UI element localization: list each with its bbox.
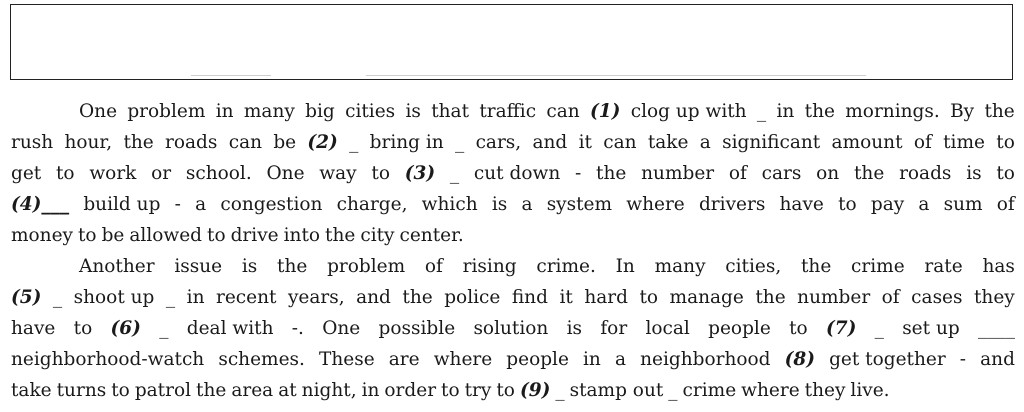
word: city	[360, 225, 395, 246]
word: people	[708, 318, 771, 339]
word: allowed	[129, 225, 203, 246]
handwritten-answer: clog up with	[630, 101, 747, 122]
word: people	[506, 349, 569, 370]
blank-number: (5)	[11, 287, 42, 308]
blank-number: (6)	[110, 318, 141, 339]
word: find	[511, 287, 548, 308]
word: is	[491, 194, 508, 215]
word: money	[11, 225, 73, 246]
word: into	[283, 225, 321, 246]
word: -	[575, 163, 582, 184]
word: to	[789, 318, 808, 339]
word: a	[918, 194, 930, 215]
word: possible	[378, 318, 456, 339]
paragraph2-line	[11, 313, 1015, 344]
word: _	[756, 101, 767, 122]
word: be	[101, 225, 125, 246]
word: and	[532, 132, 568, 153]
word: where	[626, 194, 685, 215]
word: take	[647, 132, 689, 153]
word: a	[614, 349, 626, 370]
word: where	[741, 380, 800, 401]
word: it	[578, 132, 592, 153]
word: neighborhood	[640, 349, 771, 370]
header-box	[10, 4, 1013, 80]
word: to	[996, 163, 1015, 184]
word: to	[73, 318, 93, 339]
word: is	[405, 101, 421, 122]
word: at	[278, 380, 297, 401]
word: years,	[287, 287, 345, 308]
word: of	[881, 287, 900, 308]
paragraph2-line	[11, 375, 1015, 406]
word: center.	[399, 225, 464, 246]
word: By	[950, 101, 975, 122]
word: the	[123, 132, 154, 153]
word: they	[804, 380, 846, 401]
word: hour,	[64, 132, 113, 153]
word: traffic	[479, 101, 537, 122]
word: and	[980, 349, 1015, 370]
word: manage	[669, 287, 744, 308]
word: One	[79, 101, 118, 122]
word: which	[421, 194, 478, 215]
word: rate	[924, 256, 963, 277]
word: area	[231, 380, 274, 401]
blank-number: (2)	[307, 132, 338, 153]
word: it	[559, 287, 573, 308]
word: cars,	[475, 132, 522, 153]
paragraph1-line	[11, 220, 1015, 251]
handwritten-answer: get together	[829, 349, 946, 370]
word: the	[596, 163, 627, 184]
word: One	[322, 318, 361, 339]
word: live.	[850, 380, 890, 401]
word: big	[305, 101, 335, 122]
word: rising	[462, 256, 517, 277]
word: hard	[584, 287, 628, 308]
word: get	[11, 163, 42, 184]
handwritten-answer: build up	[83, 194, 161, 215]
word: the	[755, 287, 786, 308]
word: _	[668, 380, 678, 401]
word: can	[228, 132, 263, 153]
word: _	[555, 380, 565, 401]
word: many	[243, 101, 295, 122]
word: are	[388, 349, 420, 370]
word: to	[496, 380, 515, 401]
word: Another	[79, 256, 155, 277]
word: order	[384, 380, 437, 401]
word: can	[546, 101, 580, 122]
word: to	[207, 225, 226, 246]
word: way	[319, 163, 357, 184]
word: is	[241, 256, 258, 277]
word: police	[444, 287, 501, 308]
word: _	[874, 318, 884, 339]
word: drive	[230, 225, 279, 246]
word: they	[974, 287, 1015, 308]
blank-number: (3)	[404, 163, 436, 184]
word: _	[349, 132, 359, 153]
word: the	[196, 380, 227, 401]
word: _	[159, 318, 169, 339]
word: is	[966, 163, 982, 184]
word: issue	[174, 256, 223, 277]
word: night,	[301, 380, 357, 401]
blank-number: (4)___	[11, 194, 70, 215]
handwritten-answer: shoot up	[73, 287, 155, 308]
word: ____	[978, 318, 1015, 339]
word: the	[800, 256, 832, 277]
word: _	[165, 287, 176, 308]
word: cars	[761, 163, 802, 184]
word: to	[441, 380, 460, 401]
word: on	[816, 163, 840, 184]
word: to	[996, 132, 1015, 153]
word: pay	[870, 194, 905, 215]
word: roads	[165, 132, 218, 153]
word: in	[361, 380, 380, 401]
word: a	[195, 194, 207, 215]
word: mornings.	[845, 101, 940, 122]
word: is	[566, 318, 583, 339]
word: that	[431, 101, 470, 122]
word: be	[273, 132, 297, 153]
handwritten-answer: stamp out	[569, 380, 664, 401]
word: to	[639, 287, 659, 308]
word: system	[546, 194, 613, 215]
word: the	[277, 256, 308, 277]
word: try	[464, 380, 492, 401]
word: drivers	[698, 194, 766, 215]
word: to	[56, 163, 75, 184]
word: In	[615, 256, 635, 277]
word: have	[11, 318, 56, 339]
word: of	[728, 163, 747, 184]
word: has	[982, 256, 1015, 277]
word: solution	[473, 318, 549, 339]
word: -	[174, 194, 181, 215]
word: patrol	[134, 380, 192, 401]
word: where	[433, 349, 493, 370]
word: -.	[291, 318, 304, 339]
word: -	[959, 349, 967, 370]
word: number	[797, 287, 871, 308]
exercise-text	[11, 96, 1015, 406]
word: roads	[899, 163, 952, 184]
blank-number: (9)	[519, 380, 551, 401]
blank-number: (1)	[590, 101, 621, 122]
word: number	[641, 163, 715, 184]
word: crime	[851, 256, 905, 277]
word: of	[996, 194, 1015, 215]
paragraph1-line	[11, 127, 1015, 158]
word: _	[52, 287, 63, 308]
handwritten-answer: deal with	[186, 318, 274, 339]
word: schemes.	[218, 349, 305, 370]
word: crime.	[536, 256, 596, 277]
word: problem	[327, 256, 406, 277]
word: _	[455, 132, 465, 153]
word: to	[111, 380, 130, 401]
word: have	[779, 194, 824, 215]
word: work	[89, 163, 137, 184]
word: of	[424, 256, 443, 277]
word: cities	[345, 101, 396, 122]
faint-rule	[366, 75, 866, 76]
word: to	[78, 225, 97, 246]
word: for	[600, 318, 628, 339]
paragraph1-line	[11, 158, 1015, 189]
word: the	[853, 163, 885, 184]
word: to	[838, 194, 857, 215]
word: many	[654, 256, 706, 277]
word: and	[356, 287, 391, 308]
word: or	[151, 163, 172, 184]
word: charge,	[336, 194, 408, 215]
word: school.	[185, 163, 252, 184]
word: can	[603, 132, 637, 153]
handwritten-answer: set up	[902, 318, 960, 339]
word: _	[449, 163, 460, 184]
word: the	[325, 225, 356, 246]
word: cities,	[725, 256, 782, 277]
word: rush	[11, 132, 54, 153]
word: time	[943, 132, 985, 153]
word: These	[319, 349, 375, 370]
word: One	[266, 163, 305, 184]
word: crime	[682, 380, 737, 401]
word: take	[11, 380, 52, 401]
paragraph2-line	[11, 251, 1015, 282]
word: to	[371, 163, 390, 184]
paragraph1-line	[11, 96, 1015, 127]
word: the	[984, 101, 1015, 122]
handwritten-answer: cut down	[473, 163, 561, 184]
blank-number: (7)	[825, 318, 857, 339]
paragraph1-line	[11, 189, 1015, 220]
word: the	[402, 287, 433, 308]
word: the	[804, 101, 835, 122]
faint-rule	[191, 75, 271, 76]
paragraph2-line	[11, 282, 1015, 313]
word: in	[583, 349, 601, 370]
word: a	[521, 194, 533, 215]
word: in	[776, 101, 795, 122]
word: in	[186, 287, 205, 308]
word: in	[215, 101, 234, 122]
handwritten-answer: bring in	[369, 132, 444, 153]
paragraph2-line	[11, 344, 1015, 375]
word: sum	[943, 194, 983, 215]
word: recent	[216, 287, 277, 308]
word: local	[645, 318, 690, 339]
word: congestion	[220, 194, 323, 215]
word: cases	[911, 287, 963, 308]
word: neighborhood-watch	[11, 349, 205, 370]
blank-number: (8)	[784, 349, 815, 370]
word: a	[699, 132, 711, 153]
word: turns	[56, 380, 107, 401]
word: problem	[127, 101, 206, 122]
word: amount	[831, 132, 903, 153]
word: of	[913, 132, 932, 153]
word: significant	[722, 132, 821, 153]
